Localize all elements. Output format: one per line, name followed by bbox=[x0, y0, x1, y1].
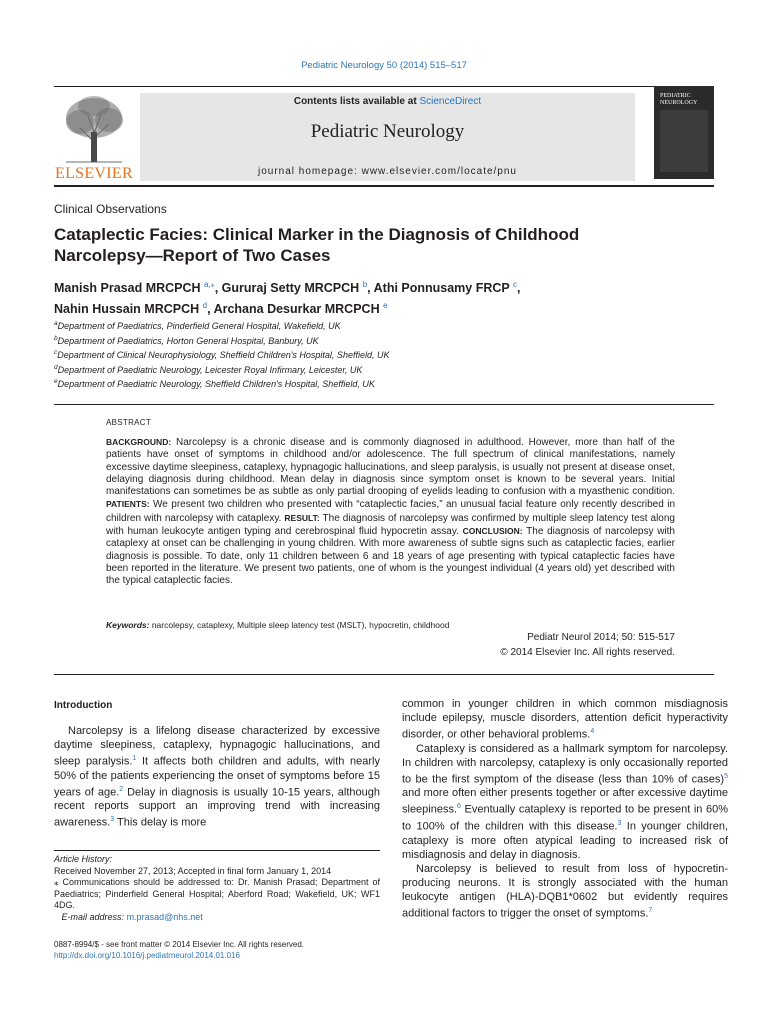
article-history bbox=[54, 854, 380, 923]
contents-line: Contents lists available at ScienceDirect bbox=[293, 96, 482, 107]
issn-line: 0887-8994/$ - see front matter © 2014 Elsevier Inc. All rights reserved. bbox=[54, 940, 305, 949]
introduction-heading: Introduction bbox=[54, 700, 113, 711]
paragraph: Narcolepsy is a lifelong disease characterized by excessive daytime sleepiness, cataplexy, hypnagogic hallucinations, and sleep paralysis.$^1$ It affects both children and adults, with nearly 50% of the patients experiencing the onset of symptoms before 15 years of age.$^2$ Delay in diagnosis is usually 10-15 years, although recent reports support an improving trend with increasing awareness.$^3$ This delay is more bbox=[54, 725, 381, 829]
citation-ref[interactable]: 4 bbox=[590, 728, 595, 735]
right-column bbox=[402, 697, 728, 920]
history-label: Article History: bbox=[54, 854, 113, 864]
author-2: Gururaj Setty MRCPCH $^b$, bbox=[221, 280, 374, 296]
affiliation: $^e$Department of Paediatric Neurology, Sheffield Children's Hospital, Sheffield, UK bbox=[54, 378, 375, 389]
author-list bbox=[54, 276, 694, 318]
journal-cover-thumbnail bbox=[654, 86, 714, 179]
doi-link[interactable]: http://dx.doi.org/10.1016/j.pediatrneurol.2014.01.016 bbox=[54, 951, 240, 960]
abstract-bottom-rule bbox=[54, 674, 714, 675]
affiliation: $^b$Department of Paediatrics, Horton General Hospital, Banbury, UK bbox=[54, 334, 319, 346]
paragraph: Cataplexy is considered as a hallmark symptom for narcolepsy. In children with narcolepsy, cataplexy is only occasionally reported to be the first symptom of the disease (less than 10% of cases)$^5$ and more often either presents together or after excessive daytime sleepiness.$^6$ Eventually cataplexy is reported to be present in 60% to 100% of the children with this disease.$^3$ In younger children, cataplexy is more often atypical leading to increased risk of misdiagnosis and delay in diagnosis. bbox=[402, 742, 729, 861]
author-3: Athi Ponnusamy FRCP $^c$, bbox=[373, 280, 521, 296]
publisher-logo-text: ELSEVIER bbox=[55, 165, 133, 182]
journal-title: Pediatric Neurology bbox=[310, 121, 465, 142]
author-1: Manish Prasad MRCPCH $^{a,⁎}$, bbox=[54, 280, 222, 296]
correspondence: ⁎ Communications should be addressed to: Dr. Manish Prasad; Department of Paediatrics; Pinderfield General Hospital; Aberford Road; Wakefield, UK; WF1 4DG. bbox=[54, 877, 380, 910]
footer bbox=[54, 939, 454, 961]
affiliation: $^a$Department of Paediatrics, Pinderfield General Hospital, Wakefield, UK bbox=[54, 320, 341, 331]
journal-citation: Pediatric Neurology 50 (2014) 515–517 bbox=[301, 60, 467, 71]
citation-ref[interactable]: 3 bbox=[110, 816, 115, 824]
affiliation: $^d$Department of Paediatric Neurology, Leicester Royal Infirmary, Leicester, UK bbox=[54, 363, 363, 375]
elsevier-tree-icon bbox=[54, 92, 134, 164]
citation-ref[interactable]: 7 bbox=[648, 906, 653, 914]
cover-title-line-2: NEUROLOGY bbox=[660, 99, 698, 106]
abstract-citation bbox=[106, 630, 675, 660]
journal-homepage[interactable]: journal homepage: www.elsevier.com/locate/pnu bbox=[257, 166, 517, 177]
citation-ref[interactable]: 1 bbox=[132, 755, 137, 762]
email-line: E-mail address: m.prasad@nhs.net bbox=[61, 911, 203, 922]
keywords: Keywords: narcolepsy, cataplexy, Multiple sleep latency test (MSLT), hypocretin, childhood bbox=[106, 620, 450, 630]
paragraph: common in younger children in which common misdiagnosis include epilepsy, muscle disorders, attention deficit hyperactivity disorder, or other behavioral problems.$^4$ bbox=[402, 698, 728, 741]
citation-ref[interactable]: 2 bbox=[119, 785, 124, 793]
header-top-rule bbox=[54, 86, 714, 87]
left-column bbox=[54, 724, 380, 830]
history-dates: Received November 27, 2013; Accepted in final form January 1, 2014 bbox=[54, 865, 332, 876]
author-4: Nahin Hussain MRCPCH $^d$, bbox=[54, 301, 214, 317]
reference-citation: Pediatr Neurol 2014; 50: 515-517 bbox=[527, 632, 675, 643]
copyright-notice: © 2014 Elsevier Inc. All rights reserved. bbox=[500, 647, 675, 658]
cover-title-line-1: PEDIATRIC bbox=[660, 93, 691, 99]
abstract-top-rule bbox=[54, 404, 714, 405]
sciencedirect-link[interactable]: ScienceDirect bbox=[419, 96, 482, 107]
email-link[interactable]: m.prasad@nhs.net bbox=[126, 911, 203, 922]
section-type: Clinical Observations bbox=[54, 202, 167, 216]
affiliations bbox=[54, 318, 389, 391]
author-5: Archana Desurkar MRCPCH $^e$ bbox=[213, 301, 388, 317]
citation-ref[interactable]: 5 bbox=[724, 772, 728, 780]
header-bottom-rule bbox=[54, 185, 714, 187]
abstract-body: BACKGROUND: Narcolepsy is a chronic disease and is commonly diagnosed in adulthood. However, more than half of the patients have onset of symptoms in childhood and/or adolescence. The full spectrum of clinical manifestations, namely excessive daytime sleepiness, cataplexy, hypnagogic hallucinations, and sleep paralysis, is usually not present at disease onset, delaying diagnosis during childhood. Mean delay in diagnosis since symptom onset is known to be several years. Initial manifestations can sometimes be as subtle as only partial drooping of eyelids leading to confusion with a myasthenic condition. PATIENTS: We present two children who presented with “cataplectic facies,” an unusual facial feature only recently described in children with narcolepsy with cataplexy. RESULT: The diagnosis of narcolepsy was confirmed by multiple sleep latency test along with human leukocyte antigen typing and cerebrospinal fluid hypocretin assay. CONCLUSION: The diagnosis of narcolepsy with cataplexy at onset can be challenging in young children. With more awareness of subtle signs such as cataplectic facies, earlier diagnosis is possible. To date, only 11 children between 6 and 18 years of age presenting with typical cataplectic facies have been reported in the literature. We present two patients, one of whom is the youngest individual (4 years old) yet described with the typical cataplectic facies. bbox=[106, 437, 675, 587]
elsevier-logo bbox=[54, 92, 134, 182]
citation-ref[interactable]: 6 bbox=[457, 803, 461, 811]
citation-ref[interactable]: 3 bbox=[617, 819, 622, 827]
abstract-label: ABSTRACT bbox=[106, 418, 152, 427]
article-history-rule bbox=[54, 850, 380, 851]
paragraph: Narcolepsy is believed to result from loss of hypocretin-producing neurons. It is strongly associated with the human leukocyte antigen (HLA)-DQB1*0602 but evidently requires additional factors to trigger the onset of symptoms.$^7$ bbox=[402, 862, 728, 920]
article-title: Cataplectic Facies: Clinical Marker in the Diagnosis of Childhood Narcolepsy—Report of Two Cases bbox=[54, 225, 580, 265]
affiliation: $^c$Department of Clinical Neurophysiology, Sheffield Children's Hospital, Sheffield, UK bbox=[54, 349, 390, 360]
